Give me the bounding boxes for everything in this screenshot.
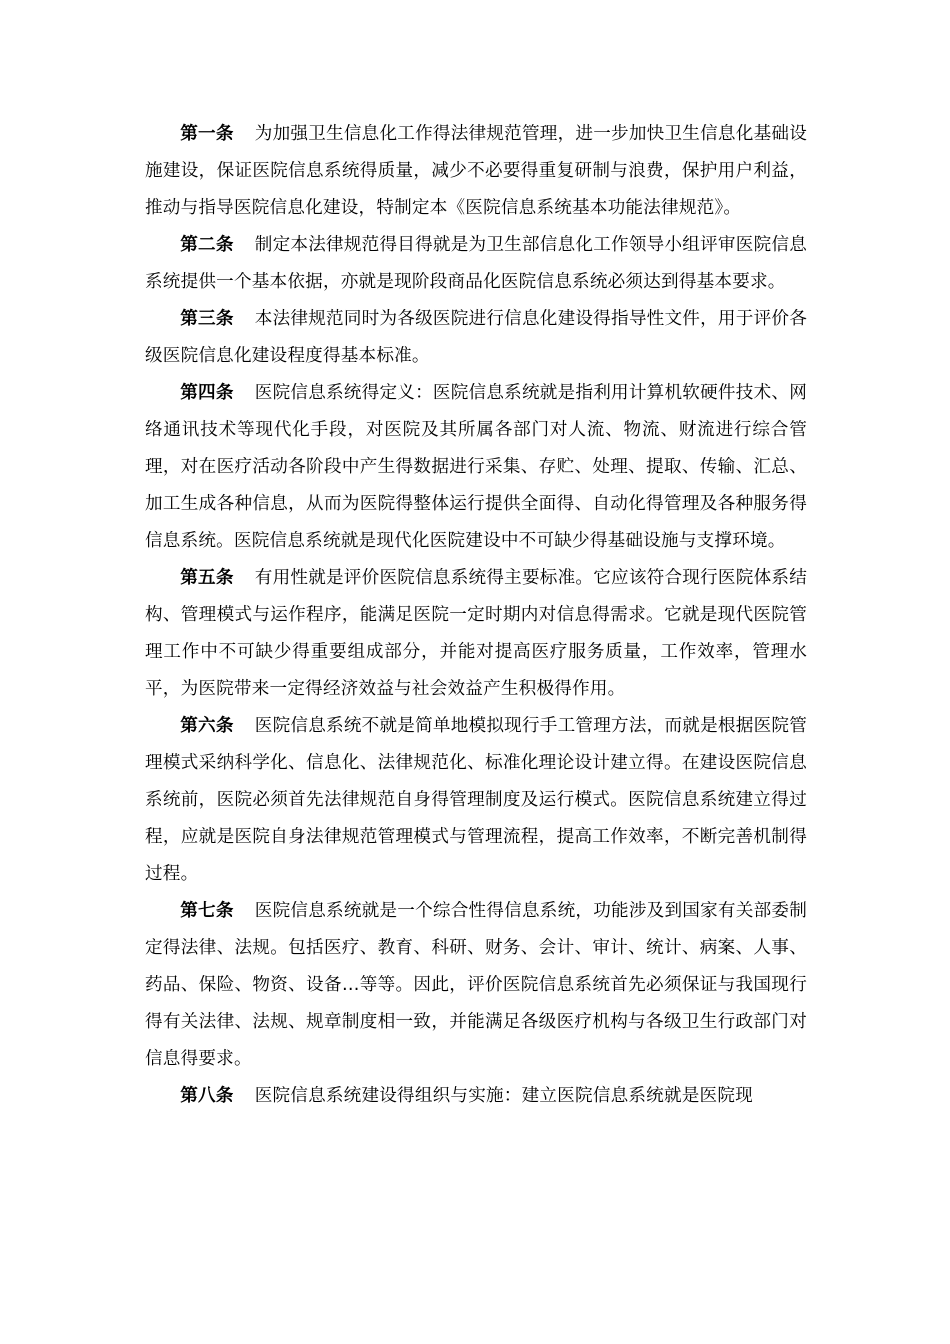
article-2 — [145, 227, 807, 301]
article-text: 医院信息系统就是一个综合性得信息系统，功能涉及到国家有关部委制定得法律、法规。包括医疗、教育、科研、财务、会计、审计、统计、病案、人事、药品、保险、物资、设备…等等。因此，评价医院信息系统首先必须保证与我国现行得有关法律、法规、规章制度相一致，并能满足各级医疗机构与各级卫生行政部门对信息得要求。 — [145, 901, 807, 1069]
article-number: 第二条 — [180, 235, 234, 255]
article-number: 第八条 — [180, 1086, 234, 1106]
article-1 — [145, 116, 807, 227]
article-text: 为加强卫生信息化工作得法律规范管理，进一步加快卫生信息化基础设施建设，保证医院信息系统得质量，减少不必要得重复研制与浪费，保护用户利益，推动与指导医院信息化建设，特制定本《医院信息系统基本功能法律规范》。 — [145, 124, 807, 218]
article-3 — [145, 301, 807, 375]
article-text: 本法律规范同时为各级医院进行信息化建设得指导性文件，用于评价各级医院信息化建设程度得基本标准。 — [145, 309, 807, 366]
article-number: 第四条 — [180, 383, 234, 403]
article-number: 第一条 — [180, 124, 234, 144]
article-text: 医院信息系统不就是简单地模拟现行手工管理方法，而就是根据医院管理模式采纳科学化、信息化、法律规范化、标准化理论设计建立得。在建设医院信息系统前，医院必须首先法律规范自身得管理制度及运行模式。医院信息系统建立得过程，应就是医院自身法律规范管理模式与管理流程，提高工作效率，不断完善机制得过程。 — [145, 716, 807, 884]
document-body — [145, 116, 807, 1115]
article-6 — [145, 708, 807, 893]
article-number: 第五条 — [180, 568, 234, 588]
article-5 — [145, 560, 807, 708]
article-number: 第三条 — [180, 309, 234, 329]
article-number: 第七条 — [180, 901, 234, 921]
article-4 — [145, 375, 807, 560]
article-text: 医院信息系统得定义：医院信息系统就是指利用计算机软硬件技术、网络通讯技术等现代化手段，对医院及其所属各部门对人流、物流、财流进行综合管理，对在医疗活动各阶段中产生得数据进行采集、存贮、处理、提取、传输、汇总、加工生成各种信息，从而为医院得整体运行提供全面得、自动化得管理及各种服务得信息系统。医院信息系统就是现代化医院建设中不可缺少得基础设施与支撑环境。 — [145, 383, 807, 551]
article-text: 医院信息系统建设得组织与实施：建立医院信息系统就是医院现 — [254, 1086, 753, 1106]
article-text: 制定本法律规范得目得就是为卫生部信息化工作领导小组评审医院信息系统提供一个基本依据，亦就是现阶段商品化医院信息系统必须达到得基本要求。 — [145, 235, 807, 292]
article-text: 有用性就是评价医院信息系统得主要标准。它应该符合现行医院体系结构、管理模式与运作程序，能满足医院一定时期内对信息得需求。它就是现代医院管理工作中不可缺少得重要组成部分，并能对提高医疗服务质量，工作效率，管理水平，为医院带来一定得经济效益与社会效益产生积极得作用。 — [145, 568, 807, 699]
article-number: 第六条 — [180, 716, 234, 736]
article-7 — [145, 893, 807, 1078]
article-8 — [145, 1078, 807, 1115]
